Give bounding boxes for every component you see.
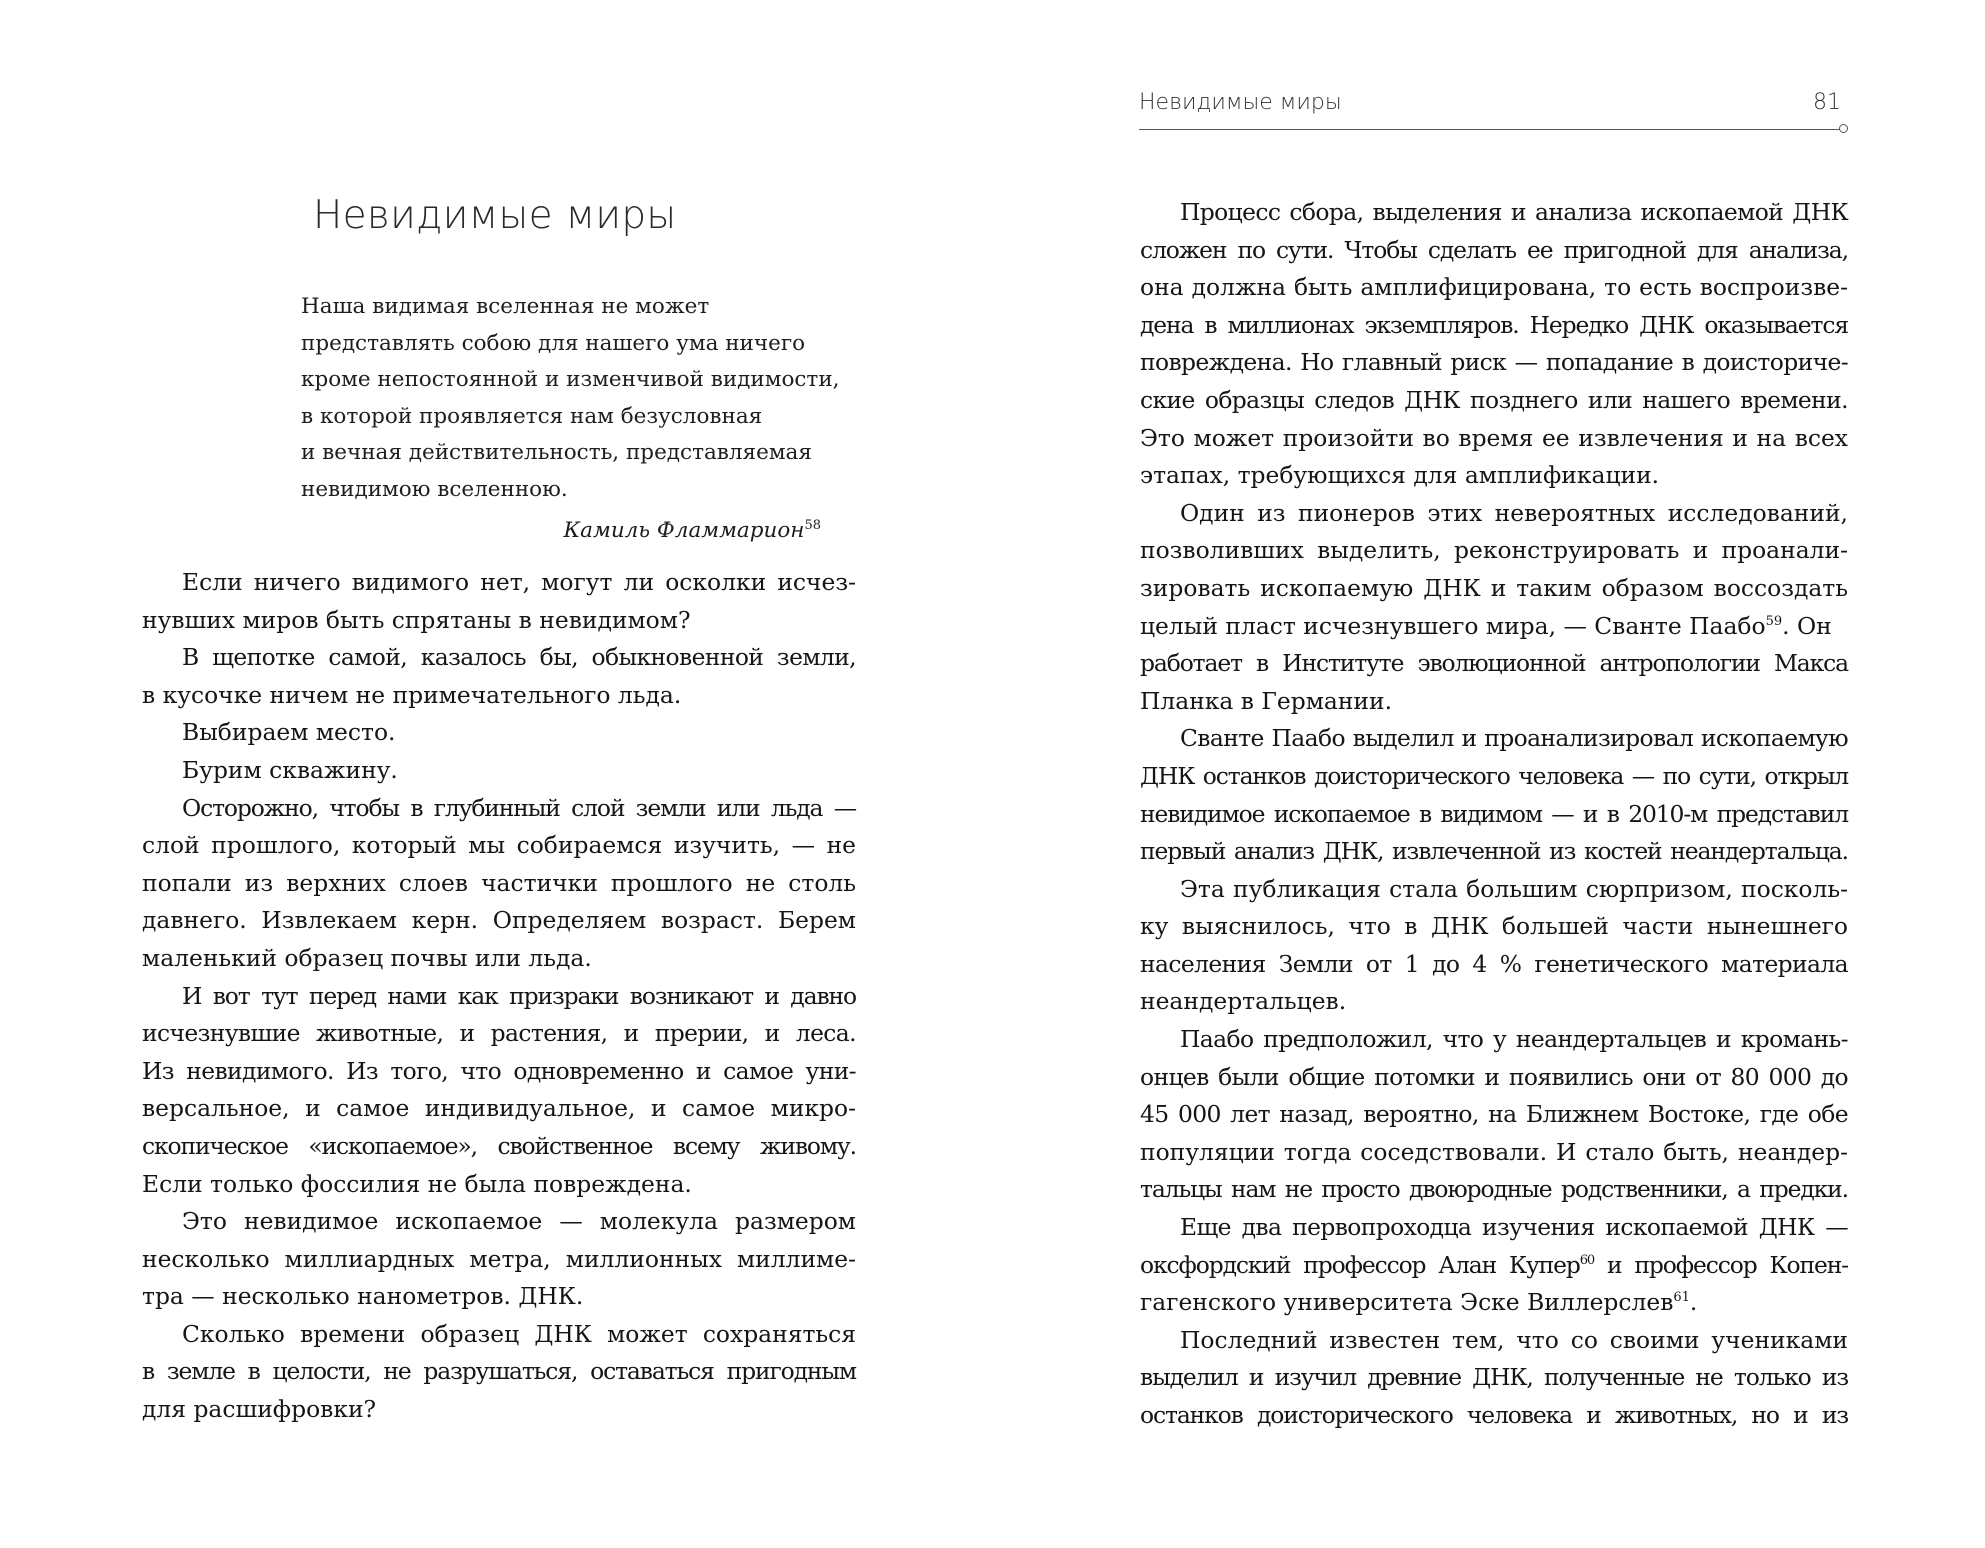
text-line: Эта публикация стала большим сюрпризом, посколь-: [1180, 874, 1848, 903]
text-fragment: . Он: [1782, 611, 1832, 640]
epigraph-line: и вечная действительность, представляемая: [301, 440, 812, 465]
text-fragment: оксфордский профессор Алан Купер: [1140, 1250, 1580, 1279]
text-line: слой прошлого, который мы собираемся изучить, — не: [142, 831, 856, 860]
running-header: [1139, 90, 1849, 132]
epigraph-author-name: Камиль Фламмарион: [563, 518, 805, 544]
header-rule-dot: [1839, 124, 1848, 133]
text-line: населения Земли от 1 до 4 % генетического материала: [1140, 949, 1848, 978]
text-line: Сванте Паабо выделил и проанализировал ископаемую: [1180, 724, 1848, 753]
epigraph-line: кроме непостоянной и изменчивой видимости,: [301, 367, 840, 392]
text-line: Выбираем место.: [182, 718, 396, 747]
text-line: выделил и изучил древние ДНК, полученные не только из: [1140, 1363, 1848, 1392]
text-line: тальцы нам не просто двоюродные родственники, а предки.: [1140, 1175, 1848, 1204]
text-line: Сколько времени образец ДНК может сохраняться: [182, 1319, 856, 1348]
text-line: [1140, 608, 1848, 646]
text-line: Если только фоссилия не была повреждена.: [142, 1169, 692, 1198]
text-line: исчезнувшие животные, и растения, и прерии, и леса.: [142, 1019, 856, 1048]
text-line: сложен по сути. Чтобы сделать ее пригодной для анализа,: [1140, 235, 1848, 264]
text-line: Последний известен тем, что со своими учениками: [1180, 1325, 1848, 1354]
header-rule: [1139, 129, 1841, 130]
text-line: позволивших выделить, реконструировать и проанали-: [1140, 536, 1848, 565]
epigraph-author: [301, 508, 821, 550]
text-line: версальное, и самое индивидуальное, и самое микро-: [142, 1094, 856, 1123]
text-line: в кусочке ничем не примечательного льда.: [142, 680, 682, 709]
epigraph-line: представлять собою для нашего ума ничего: [301, 330, 806, 356]
text-line: Это невидимое ископаемое — молекула размером: [182, 1207, 856, 1236]
text-fragment: .: [1689, 1288, 1698, 1317]
epigraph-line: невидимою вселенною.: [301, 476, 568, 502]
chapter-title: Невидимые миры: [313, 193, 677, 238]
text-line: попали из верхних слоев частички прошлого не столь: [142, 868, 856, 897]
epigraph: [301, 289, 861, 550]
text-line: Это может произойти во время ее извлечения и на всех: [1140, 423, 1848, 452]
text-line: Из невидимого. Из того, что одновременно и самое уни-: [142, 1056, 856, 1085]
text-line: неандертальцев.: [1140, 987, 1347, 1016]
text-line: [1140, 1247, 1848, 1285]
text-line: несколько миллиардных метра, миллионных миллиме-: [142, 1244, 856, 1273]
text-line: Бурим скважину.: [182, 755, 398, 784]
text-line: она должна быть амплифицирована, то есть воспроизве-: [1140, 273, 1848, 302]
text-line: нувших миров быть спрятаны в невидимом?: [142, 605, 691, 634]
text-line: И вот тут перед нами как призраки возникают и давно: [182, 981, 856, 1010]
text-line: дена в миллионах экземпляров. Нередко ДНК оказывается: [1140, 310, 1848, 339]
text-line: в земле в целости, не разрушаться, оставаться пригодным: [142, 1357, 856, 1386]
text-line: первый анализ ДНК, извлеченной из костей неандертальца.: [1140, 837, 1848, 866]
text-line: для расшифровки?: [142, 1395, 377, 1424]
text-line: онцев были общие потомки и появились они от 80 000 до: [1140, 1062, 1848, 1091]
footnote-ref: 61: [1673, 1290, 1690, 1306]
epigraph-line: Наша видимая вселенная не может: [301, 294, 710, 319]
text-fragment: гагенского университета Эске Виллерслев: [1140, 1288, 1674, 1317]
left-body-text: [142, 564, 856, 1429]
text-line: Один из пионеров этих невероятных исследований,: [1180, 498, 1848, 527]
text-line: Планка в Германии.: [1140, 686, 1393, 715]
text-line: этапах, требующихся для амплификации.: [1140, 461, 1660, 490]
text-line: Если ничего видимого нет, могут ли осколки исчез-: [182, 568, 856, 596]
text-line: маленький образец почвы или льда.: [142, 943, 592, 972]
text-line: ку выяснилось, что в ДНК большей части нынешнего: [1140, 912, 1848, 941]
text-line: 45 000 лет назад, вероятно, на Ближнем Востоке, где обе: [1140, 1100, 1848, 1129]
text-line: [1140, 1284, 1848, 1322]
text-line: работает в Институте эволюционной антропологии Макса: [1140, 649, 1848, 678]
footnote-ref: 58: [804, 518, 821, 533]
text-line: ские образцы следов ДНК позднего или нашего времени.: [1140, 385, 1848, 414]
footnote-ref: 60: [1579, 1252, 1595, 1268]
text-line: скопическое «ископаемое», свойственное всему живому.: [142, 1131, 856, 1160]
text-line: Осторожно, чтобы в глубинный слой земли или льда —: [182, 793, 856, 822]
text-line: Еще два первопроходца изучения ископаемой ДНК —: [1180, 1213, 1848, 1242]
text-line: популяции тогда соседствовали. И стало быть, неандер-: [1140, 1137, 1848, 1166]
text-line: невидимое ископаемое в видимом — и в 2010-м представил: [1140, 799, 1848, 828]
right-page: [992, 0, 1985, 1548]
footnote-ref: 59: [1765, 613, 1783, 629]
text-fragment: целый пласт исчезнувшего мира, — Сванте Паабо: [1140, 611, 1766, 640]
right-body-text: [1140, 194, 1848, 1435]
text-line: давнего. Извлекаем керн. Определяем возраст. Берем: [142, 906, 856, 935]
text-line: зировать ископаемую ДНК и таким образом воссоздать: [1140, 573, 1848, 602]
text-line: В щепотке самой, казалось бы, обыкновенной земли,: [182, 643, 856, 672]
page-number: 81: [1813, 90, 1841, 115]
text-line: ДНК останков доисторического человека — по сути, открыл: [1140, 761, 1848, 790]
text-line: Паабо предположил, что у неандертальцев и кромань-: [1180, 1025, 1848, 1054]
text-line: Процесс сбора, выделения и анализа ископаемой ДНК: [1180, 198, 1848, 226]
epigraph-line: в которой проявляется нам безусловная: [301, 403, 763, 429]
text-fragment: и профессор Копен-: [1594, 1250, 1848, 1279]
text-line: повреждена. Но главный риск — попадание в доисториче-: [1140, 348, 1848, 377]
text-line: останков доисторического человека и животных, но и из: [1140, 1401, 1848, 1429]
text-line: тра — несколько нанометров. ДНК.: [142, 1282, 584, 1311]
left-page: [0, 0, 992, 1548]
running-header-title: Невидимые миры: [1139, 90, 1342, 115]
